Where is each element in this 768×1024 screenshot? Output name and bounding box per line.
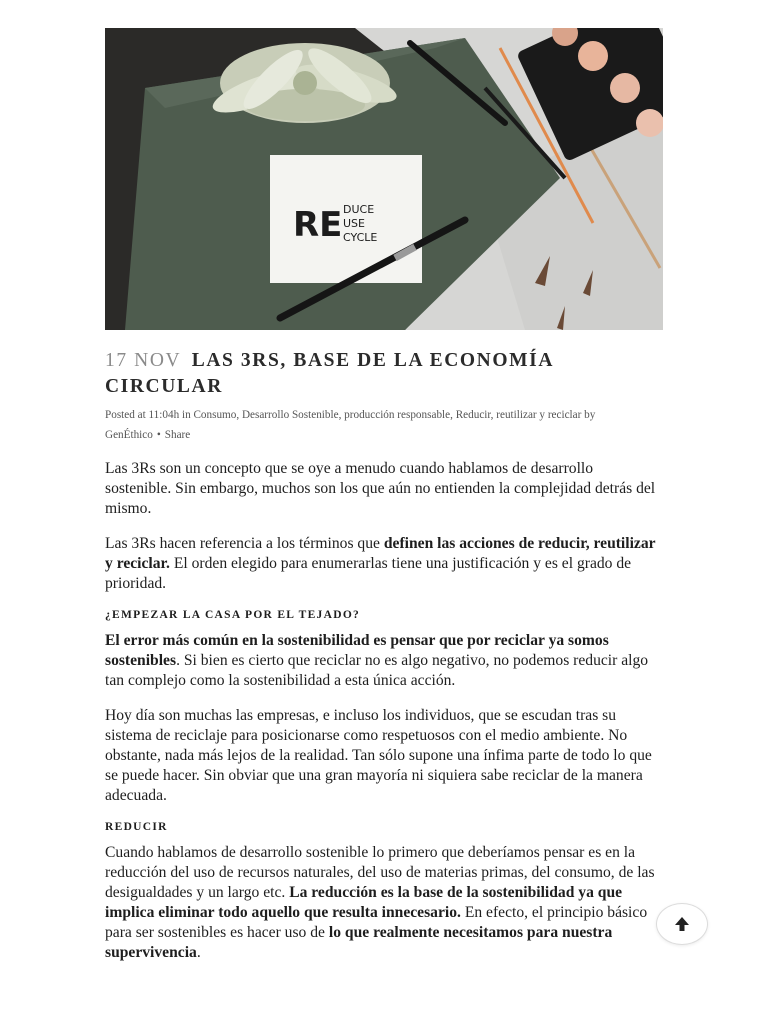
paragraph-2-bold: definen las acciones de reducir, reutilizar y reciclar.: [105, 535, 656, 572]
post-body: [105, 459, 663, 963]
blog-article: [105, 28, 663, 978]
card-cycle-text: CYCLE: [343, 231, 378, 244]
paragraph-5-text-a: Cuando hablamos de desarrollo sostenible lo primero que deberíamos pensar es en la reducción del uso de recursos naturales, del uso de materias primas, del consumo, de las desigualdades y un largo etc.: [105, 844, 655, 901]
paragraph-5-text-c: En efecto, el principio básico para ser sostenibles es hacer uso de: [105, 904, 648, 941]
card-use-text: USE: [343, 217, 365, 230]
paragraph-3-bold: El error más común en la sostenibilidad es pensar que por reciclar ya somos sostenibles: [105, 632, 609, 669]
post-date: 17 NOV: [105, 350, 182, 371]
paragraph-4: Hoy día son muchas las empresas, e incluso los individuos, que se escudan tras su sistema de reciclaje para posicionarse como respetuosos con el medio ambiente. No obstante, nada más lejos de la realidad. Tan sólo supone una ínfima parte de todo lo que se puede hacer. Sin obviar que una gran mayoría ni siquiera sabe reciclar de la manera adecuada.: [105, 707, 652, 804]
paragraph-5: [105, 843, 663, 963]
scroll-to-top-button[interactable]: [656, 903, 708, 945]
post-title-heading: [105, 348, 663, 400]
bottom-fade: [0, 990, 768, 1024]
subheading-empezar: ¿EMPEZAR LA CASA POR EL TEJADO?: [105, 609, 361, 621]
post-meta-text: Posted at 11:04h in Consumo, Desarrollo Sostenible, producción responsable, Reducir, reutilizar y reciclar by GenÉthico: [105, 409, 596, 441]
paragraph-5-bold-d: lo que realmente necesitamos para nuestra supervivencia: [105, 924, 613, 961]
post-meta: [105, 405, 663, 445]
post-title: LAS 3RS, BASE DE LA ECONOMÍA CIRCULAR: [105, 350, 553, 397]
paragraph-5-bold-b: La reducción es la base de la sostenibilidad ya que implica eliminar todo aquello que resulta innecesario.: [105, 884, 623, 921]
paragraph-2: [105, 534, 663, 594]
paragraph-1: Las 3Rs son un concepto que se oye a menudo cuando hablamos de desarrollo sostenible. Sin embargo, muchos son los que aún no entienden la complejidad detrás del mismo.: [105, 460, 656, 517]
card-re-text: RE: [293, 205, 343, 245]
hero-image: [105, 28, 663, 330]
subheading-reducir: REDUCIR: [105, 821, 168, 833]
arrow-up-icon: [673, 915, 691, 933]
paragraph-2-text-c: El orden elegido para enumerarlas tiene una justificación y es el grado de prioridad.: [105, 555, 632, 592]
paragraph-5-text-e: .: [196, 944, 201, 961]
paragraph-3: [105, 631, 663, 691]
reduce-reuse-recycle-photo: [105, 28, 663, 330]
meta-separator: •: [156, 429, 161, 441]
paragraph-3-text: . Si bien es cierto que reciclar no es algo negativo, no podemos reducir algo tan complejo como la sostenibilidad a esta única acción.: [105, 652, 649, 689]
share-link[interactable]: Share: [164, 429, 191, 441]
paragraph-2-text-a: Las 3Rs hacen referencia a los términos que: [105, 535, 384, 552]
card-duce-text: DUCE: [343, 203, 375, 216]
